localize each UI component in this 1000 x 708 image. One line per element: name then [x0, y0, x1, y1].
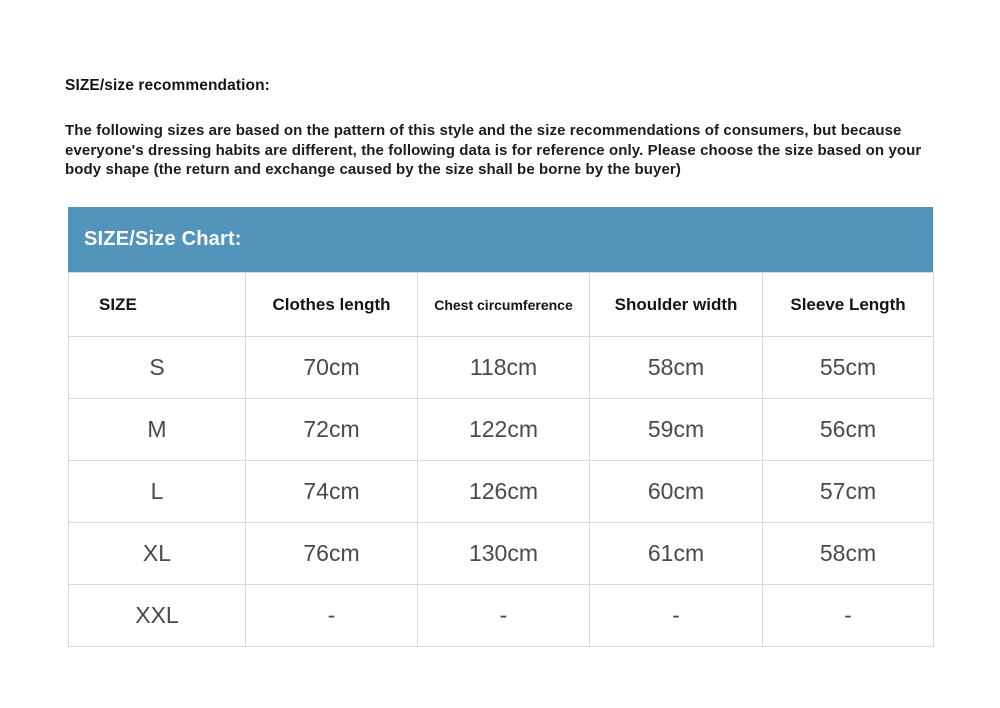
clothes-length-value: 70cm: [246, 337, 418, 399]
table-row-xl: [69, 523, 934, 585]
table-header-row: [69, 273, 934, 337]
sleeve-length-value: 57cm: [763, 461, 934, 523]
table-row-l: [69, 461, 934, 523]
clothes-length-value: 76cm: [246, 523, 418, 585]
column-header-clothes-length: Clothes length: [246, 273, 418, 337]
size-value: S: [69, 337, 246, 399]
size-value: L: [69, 461, 246, 523]
shoulder-width-value: 58cm: [590, 337, 763, 399]
chest-circumference-value: 130cm: [418, 523, 590, 585]
size-value: M: [69, 399, 246, 461]
clothes-length-value: 74cm: [246, 461, 418, 523]
column-header-sleeve-length: Sleeve Length: [763, 273, 934, 337]
shoulder-width-value: -: [590, 585, 763, 647]
table-row-m: [69, 399, 934, 461]
clothes-length-value: 72cm: [246, 399, 418, 461]
sleeve-length-value: 56cm: [763, 399, 934, 461]
size-value: XL: [69, 523, 246, 585]
column-header-size: SIZE: [69, 273, 246, 337]
chest-circumference-value: 118cm: [418, 337, 590, 399]
table-row-s: [69, 337, 934, 399]
chest-circumference-value: 126cm: [418, 461, 590, 523]
chest-circumference-value: -: [418, 585, 590, 647]
size-value: XXL: [69, 585, 246, 647]
shoulder-width-value: 60cm: [590, 461, 763, 523]
size-recommendation-text: The following sizes are based on the pattern of this style and the size recommendations of consumers, but because everyone's dressing habits are different, the following data is for reference only. Please choose the size based on your body shape (the return and exchange caused by the size shall be borne by the buyer): [65, 122, 922, 178]
sleeve-length-value: -: [763, 585, 934, 647]
shoulder-width-value: 59cm: [590, 399, 763, 461]
sleeve-length-value: 58cm: [763, 523, 934, 585]
table-row-xxl: [69, 585, 934, 647]
column-header-shoulder-width: Shoulder width: [590, 273, 763, 337]
size-chart-title-bar: [68, 207, 933, 272]
shoulder-width-value: 61cm: [590, 523, 763, 585]
page-title: SIZE/size recommendation:: [65, 77, 270, 94]
size-chart-table: [68, 272, 934, 647]
sleeve-length-value: 55cm: [763, 337, 934, 399]
clothes-length-value: -: [246, 585, 418, 647]
column-header-chest-circumference: Chest circumference: [418, 273, 590, 337]
size-chart-title: SIZE/Size Chart:: [84, 228, 242, 250]
chest-circumference-value: 122cm: [418, 399, 590, 461]
